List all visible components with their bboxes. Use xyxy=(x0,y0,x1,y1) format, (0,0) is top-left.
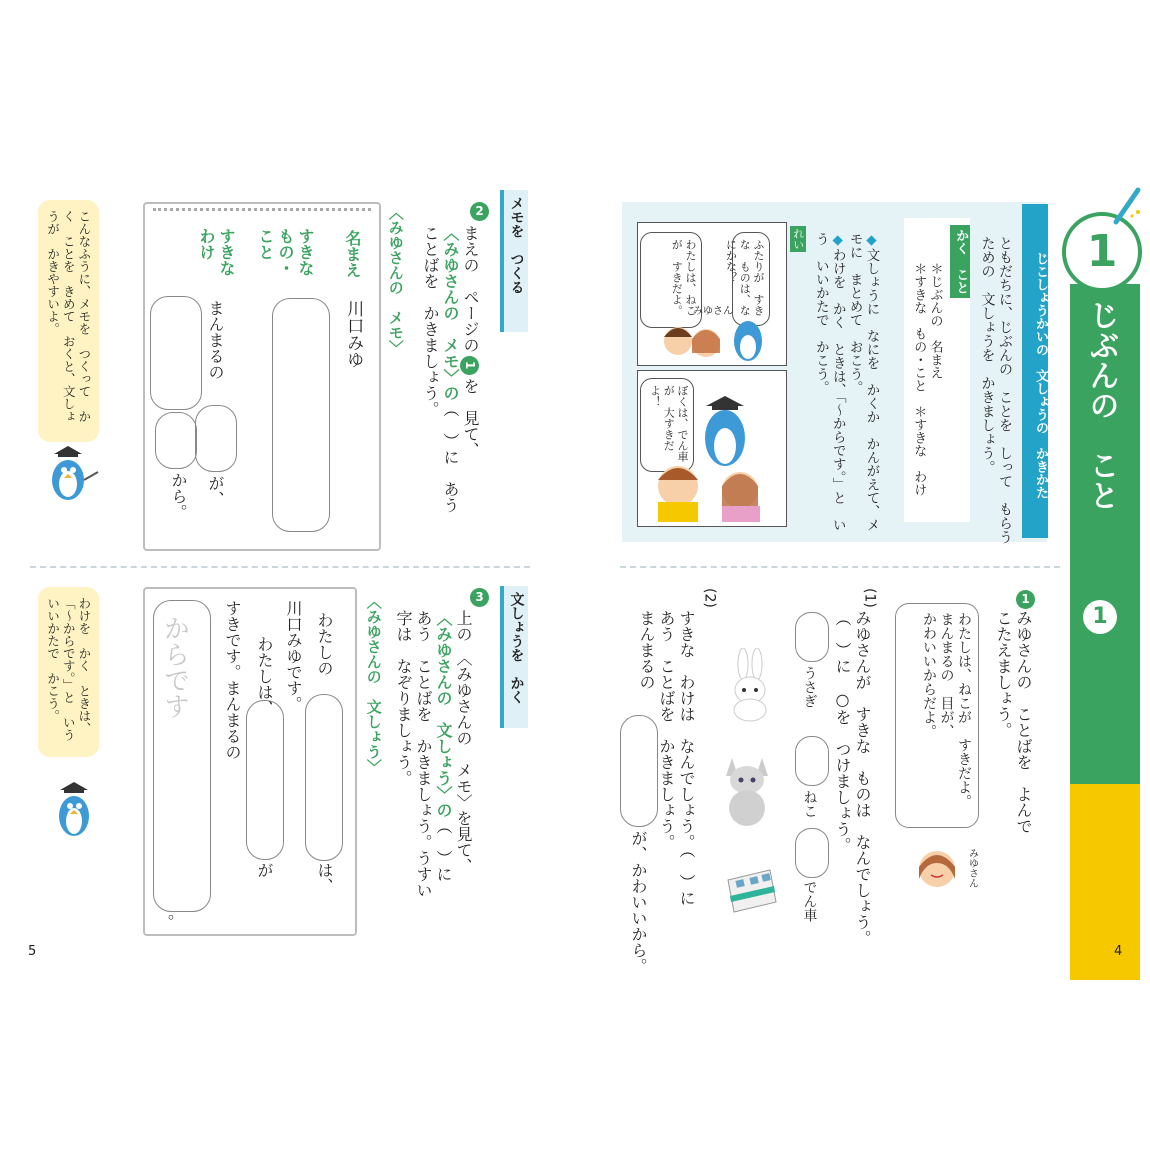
comic-speech-question: ふたりが すきな ものは、なにかな？ xyxy=(732,232,770,326)
memo-blank-reason-2[interactable] xyxy=(195,405,237,472)
tip-box-memo: こんなふうに、メモを つくって かく ことを きめて おくと、文しょうが かきやすいよ。 xyxy=(38,200,99,442)
option-cat-circle[interactable] xyxy=(795,736,829,786)
essay-period: 。 xyxy=(168,903,185,922)
section3-badge: 3 xyxy=(470,586,489,607)
section2-instruction: まえの ページの1を 見て、 〈みゆさんの メモ〉の（ ）に あう ことばを かきましょう。 xyxy=(421,225,480,513)
tip-box-reason: わけを かく ときは、「〜からです。」と いう いいかたで かこう。 xyxy=(38,587,99,757)
right-page-number: 4 xyxy=(1114,944,1123,959)
howto-intro: ともだちに、じぶんの ことを しって もらう ための 文しょうを かきましょう。 xyxy=(979,236,1013,544)
essay-line-4: すきです。まんまるの xyxy=(223,600,242,760)
memo-label-name: 名まえ xyxy=(343,230,362,278)
option-cat-label: ねこ xyxy=(801,790,818,818)
miyu-label: みゆさん xyxy=(966,848,978,888)
memo-value-reason: まんまるの xyxy=(206,300,225,380)
rei-label: れい xyxy=(791,228,805,250)
kakukoto-items: ＊じぶんの 名まえ ＊すきな もの・こと ＊すきな わけ xyxy=(911,262,943,496)
cat-icon xyxy=(722,752,772,828)
essay-line-1: わたしの xyxy=(315,612,334,676)
memo-blank-reason-3[interactable] xyxy=(155,412,197,469)
kakukoto-label: かく こと xyxy=(950,225,970,298)
rabbit-icon xyxy=(728,648,772,722)
howto-tips: ◆文しょうに なにを かくか かんがえて、メモに まとめて おこう。 ◆わけを かく ときは、「〜からです。」と いう いいかたで かこう。 xyxy=(812,232,880,532)
essay-title: 〈みゆさんの 文しょう〉 xyxy=(364,594,383,774)
q1-instruction: みゆさんの ことばを よんで こたえましょう。 xyxy=(994,610,1033,834)
q1-sub2-blank[interactable] xyxy=(620,715,658,827)
miyu-avatar-icon xyxy=(915,845,959,889)
penguin-mascot-icon xyxy=(50,778,100,840)
option-rabbit-label: うさぎ xyxy=(801,666,818,708)
pencil-icon xyxy=(1112,186,1142,226)
q1-sub1-number: (1) xyxy=(861,588,878,608)
memo-blank-reason-1[interactable] xyxy=(150,296,202,410)
chapter-number-circle: 1 xyxy=(1062,212,1142,292)
memo-rings xyxy=(153,208,371,211)
left-divider xyxy=(30,566,530,568)
section3-tab: 文しょうを かく xyxy=(500,586,528,728)
option-rabbit-circle[interactable] xyxy=(795,612,829,662)
penguin-teacher-icon xyxy=(44,440,100,504)
essay-line-3: わたしは、 xyxy=(255,636,274,716)
section2-tab: メモを つくる xyxy=(500,190,528,332)
essay-blank-2[interactable] xyxy=(246,700,284,860)
essay-line-2: 川口みゆです。 xyxy=(284,600,303,712)
comic-speech-train: ぼくは、でん車が 大すきだよ！ xyxy=(640,378,694,472)
memo-label-thing: すきな もの・こと xyxy=(256,228,315,276)
comic-speech-cat: わたしは、ねこが すきだよ。 xyxy=(640,232,702,328)
memo-value-name: 川口みゆ xyxy=(343,300,364,368)
miyu-quote-box: わたしは、ねこが すきだよ。 まんまるの 目が、 かわいいからだよ。 xyxy=(895,603,979,828)
essay-tail-wa: は、 xyxy=(315,862,334,894)
q1-sub2-text: すきな わけは なんでしょう。（ ）に あう ことばを かきましょう。 まんまるの xyxy=(637,610,696,906)
comic-name-tag: みゆさん xyxy=(693,306,733,317)
chapter-title: じぶんの こと xyxy=(1083,300,1119,510)
right-divider xyxy=(620,566,1060,568)
essay-blank-1[interactable] xyxy=(305,694,343,861)
comic-penguin-kids-icon xyxy=(650,390,780,522)
memo-blank-thing[interactable] xyxy=(272,298,330,532)
chapter-sidebar-accent xyxy=(1070,784,1140,980)
q1-sub2-number: (2) xyxy=(701,588,718,608)
section2-badge: 2 xyxy=(470,200,489,221)
left-page-number: 5 xyxy=(28,944,37,959)
memo-tail-kara: から。 xyxy=(169,472,188,520)
q1-sub2-tail: が、かわいいから。 xyxy=(629,830,648,974)
train-icon xyxy=(722,866,780,918)
howto-box-heading: じこしょうかいの 文しょうの かきかた xyxy=(1022,204,1048,538)
q1-badge: 1 xyxy=(1016,588,1035,609)
section3-instruction: 上の 〈みゆさんの メモ〉を見て、 〈みゆさんの 文しょう〉の（ ）に あう ことばを かきましょう。うすい 字は なぞりましょう。 xyxy=(394,610,473,898)
option-train-circle[interactable] xyxy=(795,828,829,878)
comic-kids-penguin-icon xyxy=(660,305,770,365)
memo-tail-ga: が、 xyxy=(206,475,225,507)
option-train-label: でん車 xyxy=(801,880,818,922)
essay-tail-ga: が xyxy=(255,862,274,878)
q1-sub1-text: みゆさんが すきな ものは なんでしょう。 （ ）に ○を つけましょう。 xyxy=(833,610,872,946)
essay-trace-text: からです xyxy=(159,615,190,719)
memo-title: 〈みゆさんの メモ〉 xyxy=(386,205,405,355)
chapter-sub-circle: 1 xyxy=(1083,600,1117,634)
memo-label-reason: すきな わけ xyxy=(197,228,236,276)
